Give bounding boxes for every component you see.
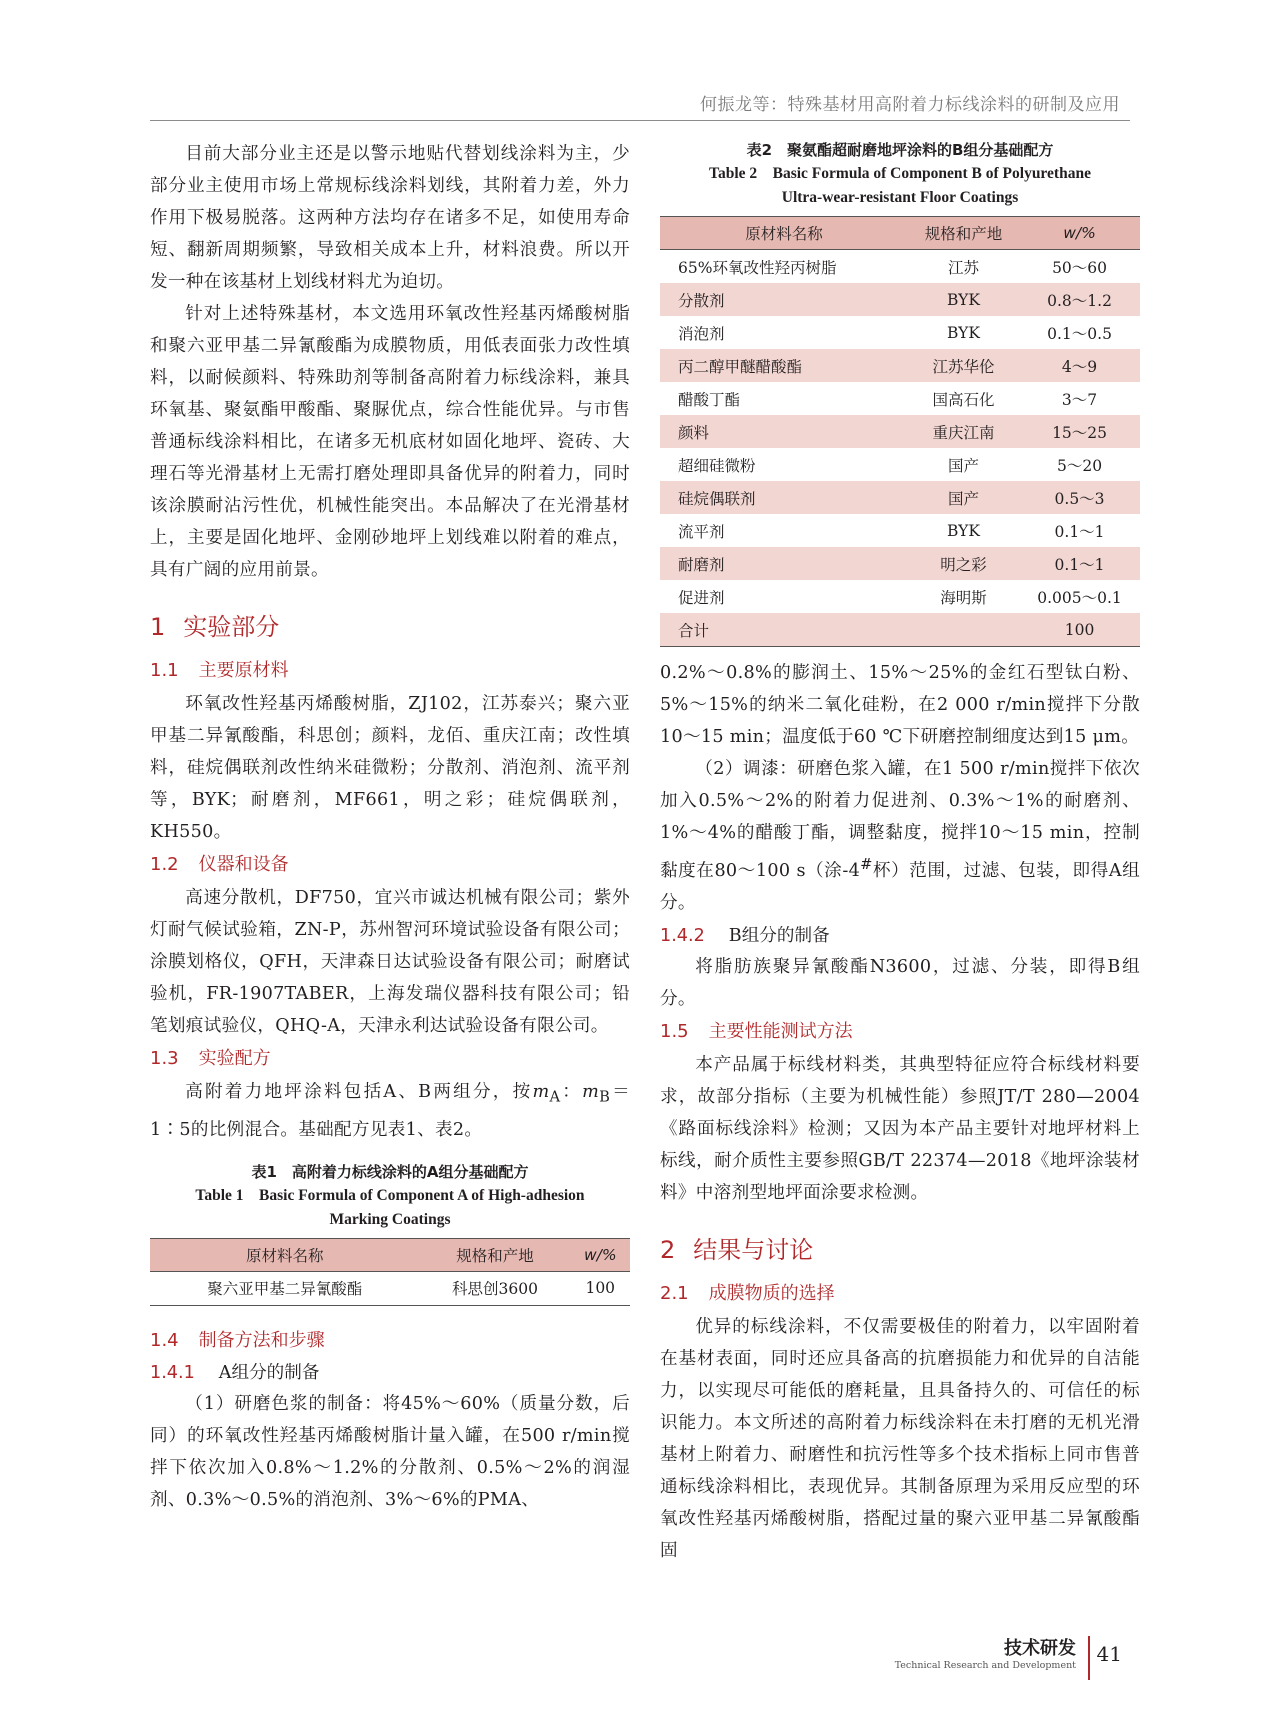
intro-paragraph-1: 目前大部分业主还是以警示地贴代替划线涂料为主，少部分业主使用市场上常规标线涂料划线，其附着力差，外力作用下极易脱落。这两种方法均存在诸多不足，如使用寿命短、翻新周期频繁，导致相关成本上升，材料浪费。所以开发一种在该基材上划线材料尤为迫切。 bbox=[150, 144, 630, 292]
table-cell: 50～60 bbox=[1052, 258, 1108, 277]
subsection-1-4-heading bbox=[150, 1326, 630, 1356]
prep-a-continued-paragraph: 0.2%～0.8%的膨润土、15%～25%的金红石型钛白粉、5%～15%的纳米二氧化硅粉，在2 000 r/min搅拌下分散10～15 min；温度低于60 ℃下研磨控制细度达到15 μm。 bbox=[660, 663, 1140, 747]
section-1-heading bbox=[150, 610, 630, 644]
table-cell: 0.1～0.5 bbox=[1047, 324, 1112, 343]
table-row bbox=[660, 580, 1140, 613]
formula-text-b: ＝1∶5的比例混合。基础配方见表1、表2。 bbox=[150, 1082, 630, 1140]
table-cell: 明之彩 bbox=[908, 547, 1019, 580]
mass-b-subscript: B bbox=[599, 1088, 611, 1106]
intro-paragraph-2: 针对上述特殊基材，本文选用环氧改性羟基丙烯酸树脂和聚六亚甲基二异氰酸酯为成膜物质，用低表面张力改性填料，以耐候颜料、特殊助剂等制备高附着力标线涂料，兼具环氧基、聚氨酯甲酸酯、聚脲优点，综合性能优异。与市售普通标线涂料相比，在诸多无机底材如固化地坪、瓷砖、大理石等光滑基材上无需打磨处理即具备优异的附着力，同时该涂膜耐沾污性优，机械性能突出。本品解决了在光滑基材上，主要是固化地坪、金刚砂地坪上划线难以附着的难点，具有广阔的应用前景。 bbox=[150, 304, 630, 580]
subsection-1-3-heading bbox=[150, 1044, 630, 1074]
table-row bbox=[660, 448, 1140, 481]
mixing-paragraph bbox=[660, 753, 1140, 919]
subsection-title: 制备方法和步骤 bbox=[198, 1329, 325, 1351]
subsection-title: 仪器和设备 bbox=[198, 854, 289, 875]
subsection-1-2-heading bbox=[150, 850, 630, 880]
table-2-caption-en-line1: Table 2 Basic Formula of Component B of Polyurethane bbox=[709, 165, 1091, 182]
subsection-number: 1.3 bbox=[150, 1048, 179, 1069]
table-2-caption-zh: 表2 聚氨酯超耐磨地坪涂料的B组分基础配方 bbox=[746, 141, 1054, 159]
table-cell: 国高石化 bbox=[932, 390, 995, 409]
subsection-number: 1.5 bbox=[660, 1020, 689, 1042]
table-cell: 0.1～1 bbox=[1054, 522, 1105, 541]
subsubsection-title: B组分的制备 bbox=[728, 925, 830, 946]
table-cell: 分散剂 bbox=[660, 283, 908, 316]
subsection-number: 1.2 bbox=[150, 854, 179, 875]
subsection-1-5-heading bbox=[660, 1017, 1140, 1047]
test-methods-paragraph: 本产品属于标线材料类，其典型特征应符合标线材料要求，故部分指标（主要为机械性能）参照JT/T 280—2004《路面标线涂料》检测；又因为本产品主要针对地坪材料上标线，耐介质性主要参照GB/T 22374—2018《地坪涂装材料》中溶剂型地坪面涂要求检测。 bbox=[660, 1054, 1140, 1203]
table-cell: BYK bbox=[947, 323, 980, 342]
table-1 bbox=[150, 1238, 630, 1306]
table-cell: 科思创3600 bbox=[420, 1271, 571, 1305]
table-cell: 国产 bbox=[948, 456, 980, 475]
table-cell: 聚六亚甲基二异氰酸酯 bbox=[150, 1271, 420, 1305]
subsection-number: 1.1 bbox=[150, 660, 179, 681]
table-cell: 江苏华伦 bbox=[908, 349, 1019, 382]
column-header: 原材料名称 bbox=[150, 1238, 420, 1271]
subsubsection-1-4-2-heading bbox=[660, 921, 1140, 951]
table-cell: 4～9 bbox=[1019, 349, 1140, 382]
section-2-heading bbox=[660, 1233, 1140, 1267]
table-cell: 0.5～3 bbox=[1019, 481, 1140, 514]
subsubsection-title: A组分的制备 bbox=[218, 1362, 320, 1383]
section-number: 1 bbox=[150, 613, 166, 641]
table-cell: 丙二醇甲醚醋酸酯 bbox=[660, 349, 908, 382]
table-row bbox=[660, 547, 1140, 580]
section-title: 实验部分 bbox=[183, 613, 280, 641]
table-row bbox=[660, 250, 1140, 284]
subsection-title: 实验配方 bbox=[198, 1048, 271, 1069]
table-row bbox=[660, 349, 1140, 382]
table-header-row bbox=[660, 217, 1140, 250]
table-cell: 消泡剂 bbox=[678, 324, 725, 343]
table-cell: 耐磨剂 bbox=[660, 547, 908, 580]
formula-paragraph bbox=[150, 1076, 630, 1146]
table-cell: 重庆江南 bbox=[908, 415, 1019, 448]
table-cell: 0.8～1.2 bbox=[1019, 283, 1140, 316]
section-title: 结果与讨论 bbox=[693, 1235, 814, 1264]
formula-text-a: 高附着力地坪涂料包括A、B两组分，按 bbox=[185, 1082, 533, 1102]
column-header: 原材料名称 bbox=[660, 217, 908, 250]
table-cell: 15～25 bbox=[1019, 415, 1140, 448]
section-number: 2 bbox=[660, 1235, 676, 1264]
table-cell: 65%环氧改性羟丙树脂 bbox=[678, 258, 837, 277]
table-2 bbox=[660, 216, 1140, 647]
table-row bbox=[660, 382, 1140, 415]
prep-b-paragraph: 将脂肪族聚异氰酸酯N3600，过滤、分装，即得B组分。 bbox=[660, 956, 1140, 1009]
cup-superscript: # bbox=[860, 856, 873, 873]
table-row bbox=[660, 481, 1140, 514]
table-header-row bbox=[150, 1238, 630, 1271]
mass-a-symbol: m bbox=[532, 1082, 550, 1102]
table-cell: 流平剂 bbox=[678, 522, 725, 541]
table-row bbox=[660, 316, 1140, 349]
table-cell: 醋酸丁酯 bbox=[678, 390, 741, 409]
table-cell: BYK bbox=[947, 521, 980, 540]
table-cell: 3～7 bbox=[1061, 390, 1098, 409]
table-total-row bbox=[660, 613, 1140, 647]
table-cell: 江苏 bbox=[948, 258, 980, 277]
table-1-caption-en-line2: Marking Coatings bbox=[329, 1210, 451, 1228]
subsubsection-number: 1.4.2 bbox=[660, 925, 705, 946]
table-row bbox=[660, 283, 1140, 316]
footer-section-en: Technical Research and Development bbox=[894, 1660, 1076, 1671]
mass-a-subscript: A bbox=[549, 1088, 561, 1106]
prep-a-paragraph: （1）研磨色浆的制备：将45%～60%（质量分数，后同）的环氧改性羟基丙烯酸树脂计量入罐，在500 r/min搅拌下依次加入0.8%～1.2%的分散剂、0.5%～2%的润湿剂、0.3%～0.5%的消泡剂、3%～6%的PMA、 bbox=[150, 1393, 630, 1510]
running-head bbox=[150, 84, 1130, 121]
column-header: w/% bbox=[1019, 217, 1140, 250]
column-header: w/% bbox=[571, 1238, 630, 1271]
table-cell: 国产 bbox=[908, 481, 1019, 514]
table-2-caption-en-line2: Ultra-wear-resistant Floor Coatings bbox=[781, 189, 1019, 206]
footer-divider bbox=[1088, 1636, 1090, 1680]
table-cell bbox=[908, 613, 1019, 647]
raw-materials-paragraph: 环氧改性羟基丙烯酸树脂，ZJ102，江苏泰兴；聚六亚甲基二异氰酸酯，科思创；颜料，龙佰、重庆江南；改性填料，硅烷偶联剂改性纳米硅微粉；分散剂、消泡剂、流平剂等，BYK；耐磨剂，MF661，明之彩；硅烷偶联剂，KH550。 bbox=[150, 694, 630, 842]
column-header: 规格和产地 bbox=[908, 217, 1019, 250]
table-cell: 5～20 bbox=[1056, 456, 1103, 475]
table-1-caption-zh: 表1 高附着力标线涂料的A组分基础配方 bbox=[251, 1162, 529, 1181]
subsubsection-1-4-1-heading bbox=[150, 1358, 630, 1388]
mixing-text-a: （2）调漆：研磨色浆入罐，在1 500 r/min搅拌下依次加入0.5%～2%的附着力促进剂、0.3%～1%的耐磨剂、1%～4%的醋酸丁酯，调整黏度，搅拌10～15 min，控制黏度在80～100 s（涂-4 bbox=[660, 759, 1140, 881]
table-row bbox=[660, 514, 1140, 547]
table-cell: 0.005～0.1 bbox=[1037, 588, 1122, 607]
column-header: 规格和产地 bbox=[420, 1238, 571, 1271]
subsubsection-number: 1.4.1 bbox=[150, 1362, 195, 1383]
table-cell: 颜料 bbox=[660, 415, 908, 448]
subsection-title: 成膜物质的选择 bbox=[708, 1282, 835, 1304]
footer-section-zh: 技术研发 bbox=[1004, 1638, 1076, 1659]
table-row bbox=[150, 1271, 630, 1305]
subsection-title: 主要性能测试方法 bbox=[708, 1020, 853, 1042]
table-cell: 100 bbox=[571, 1271, 630, 1305]
page-number: 41 bbox=[1096, 1642, 1122, 1666]
table-cell: BYK bbox=[908, 283, 1019, 316]
table-cell: 促进剂 bbox=[678, 588, 725, 607]
subsection-2-1-heading bbox=[660, 1279, 1140, 1309]
mass-b-symbol: m bbox=[582, 1082, 600, 1102]
ratio-colon: ： bbox=[560, 1082, 583, 1102]
left-column bbox=[150, 138, 630, 1516]
table-cell: 100 bbox=[1019, 613, 1140, 647]
table-1-caption-en-line1: Table 1 Basic Formula of Component A of High-adhesion bbox=[195, 1186, 585, 1204]
right-column bbox=[660, 138, 1140, 1567]
running-head-title: 何振龙等：特殊基材用高附着力标线涂料的研制及应用 bbox=[700, 95, 1120, 115]
mixing-text-b: 杯）范围，过滤、包装，即得A组分。 bbox=[660, 860, 1140, 913]
table-cell: 0.1～1 bbox=[1019, 547, 1140, 580]
table-row bbox=[660, 415, 1140, 448]
subsection-title: 主要原材料 bbox=[198, 660, 289, 681]
table-cell: 合计 bbox=[660, 613, 908, 647]
film-former-paragraph: 优异的标线涂料，不仅需要极佳的附着力，以牢固附着在基材表面，同时还应具备高的抗磨损能力和优异的自洁能力，以实现尽可能低的磨耗量，且具备持久的、可信任的标识能力。本文所述的高附着力标线涂料在未打磨的无机光滑基材上附着力、耐磨性和抗污性等多个技术指标上同市售普通标线涂料相比，表现优异。其制备原理为采用反应型的环氧改性羟基丙烯酸树脂，搭配过量的聚六亚甲基二异氰酸酯固 bbox=[660, 1316, 1140, 1561]
table-cell: 超细硅微粉 bbox=[678, 456, 756, 475]
equipment-paragraph: 高速分散机，DF750，宜兴市诚达机械有限公司；紫外灯耐气候试验箱，ZN-P，苏州智河环境试验设备有限公司；涂膜划格仪，QFH，天津森日达试验设备有限公司；耐磨试验机，FR-1907TABER，上海发瑞仪器科技有限公司；铅笔划痕试验仪，QHQ-A，天津永利达试验设备有限公司。 bbox=[150, 888, 630, 1036]
table-cell: 海明斯 bbox=[940, 588, 987, 607]
table-cell: 硅烷偶联剂 bbox=[660, 481, 908, 514]
subsection-number: 1.4 bbox=[150, 1329, 179, 1351]
subsection-1-1-heading bbox=[150, 656, 630, 686]
subsection-number: 2.1 bbox=[660, 1282, 689, 1304]
